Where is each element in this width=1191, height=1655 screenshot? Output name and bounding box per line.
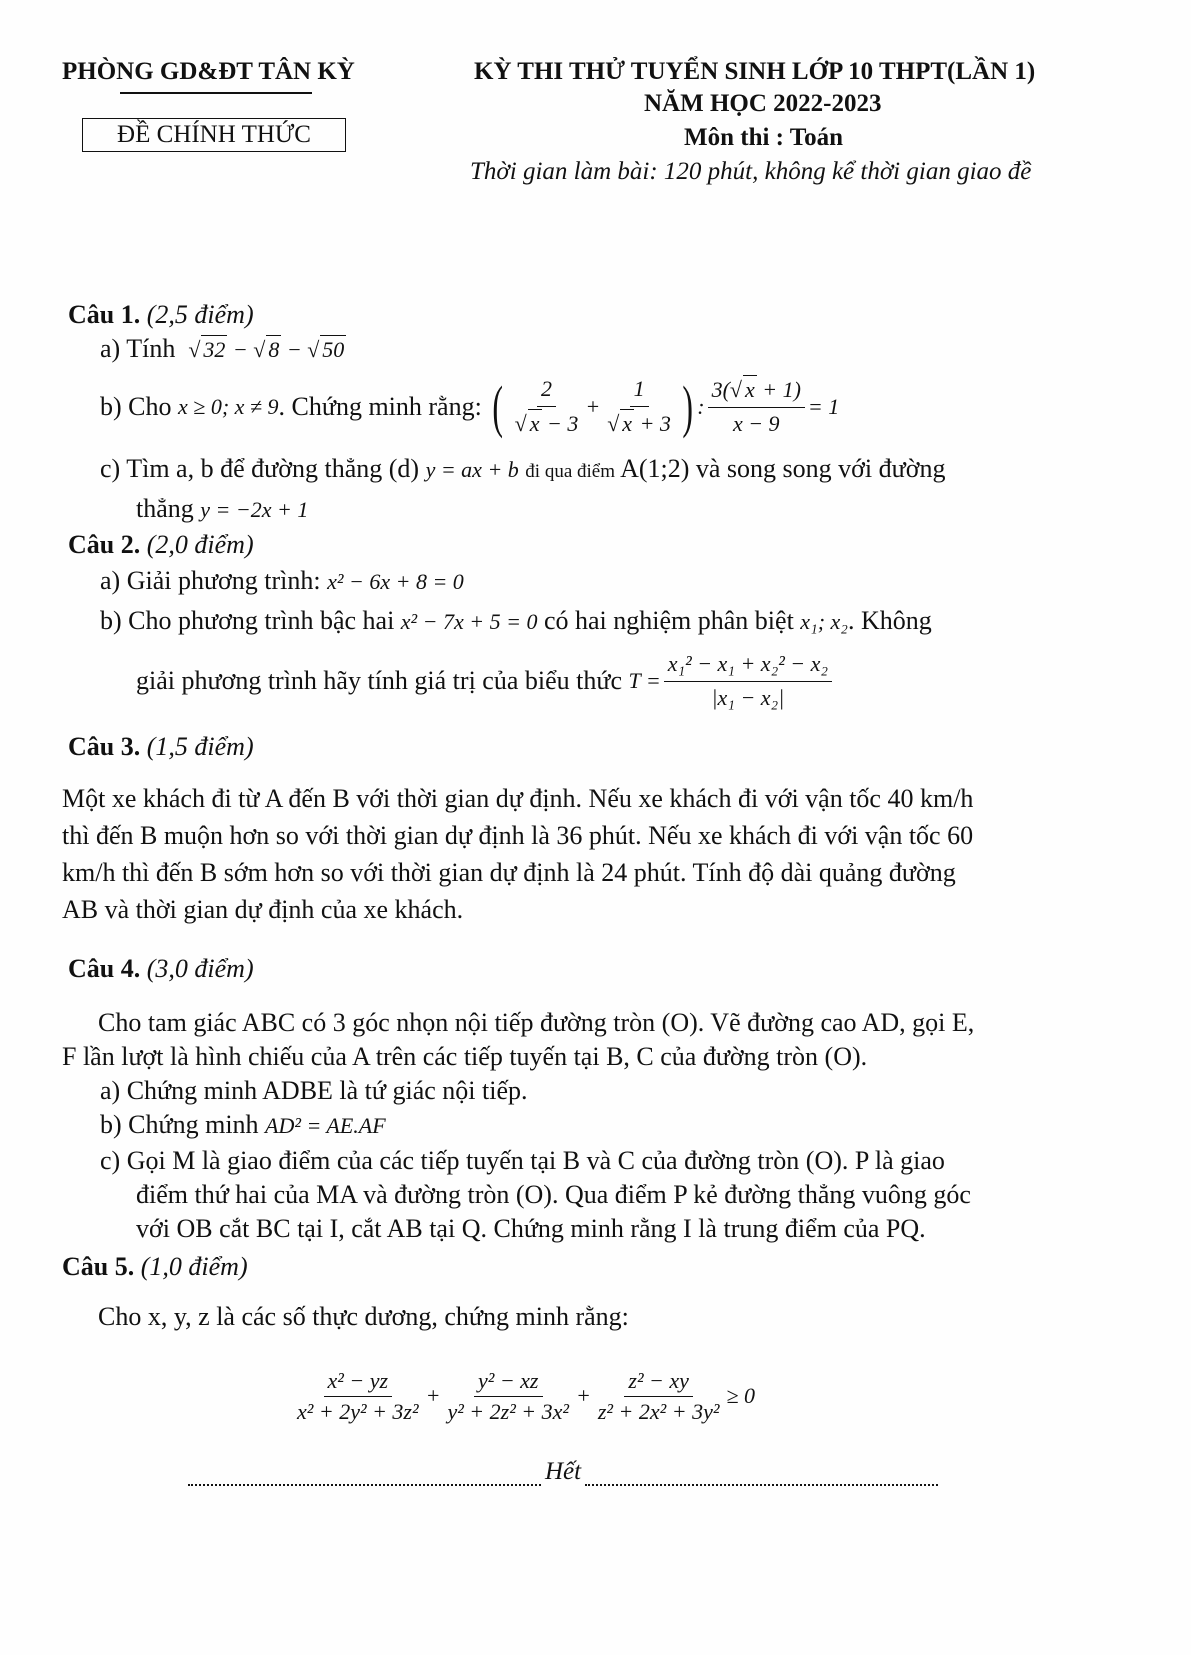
exam-title: KỲ THI THỬ TUYỂN SINH LỚP 10 THPT(LẦN 1) — [474, 58, 1036, 85]
q5-points: (1,0 điểm) — [140, 1252, 248, 1281]
q2b-line2 — [136, 646, 835, 716]
q4-title: Câu 4. — [68, 954, 141, 983]
q3-line: thì đến B muộn hơn so với thời gian dự định là 36 phút. Nếu xe khách đi với vận tốc 60 — [62, 821, 974, 850]
department-name: PHÒNG GD&ĐT TÂN KỲ — [62, 58, 355, 85]
q1a — [100, 332, 346, 366]
q4b-label: b) Chứng minh — [100, 1110, 259, 1139]
q4c-line3: với OB cắt BC tại I, cắt AB tại Q. Chứng minh rằng I là trung điểm của PQ. — [136, 1214, 926, 1243]
q4c-line2: điểm thứ hai của MA và đường tròn (O). Qua điểm P kẻ đường thẳng vuông góc — [136, 1180, 971, 1209]
q2b-line2-text: giải phương trình hãy tính giá trị của biểu thức — [136, 666, 622, 696]
footer-dots-left — [188, 1464, 541, 1486]
department-underline — [120, 92, 312, 94]
q1c-equation: y = ax + b — [425, 457, 519, 482]
q2a — [100, 564, 464, 598]
q4c-line1: c) Gọi M là giao điểm của các tiếp tuyến tại B và C của đường tròn (O). P là giao — [100, 1146, 945, 1175]
q1c-small-text: đi qua điểm — [525, 461, 615, 482]
q2b-label: b) Cho phương trình bậc hai — [100, 606, 395, 635]
q3-title: Câu 3. — [68, 732, 141, 761]
q5-plus: + — [425, 1383, 441, 1408]
q3-line: km/h thì đến B sớm hơn so với thời gian dự định là 24 phút. Tính độ dài quảng đường — [62, 858, 956, 887]
footer-dots-right — [585, 1464, 938, 1486]
q4a: a) Chứng minh ADBE là tứ giác nội tiếp. — [100, 1076, 528, 1105]
q1c-equation-2: y = −2x + 1 — [200, 497, 309, 522]
q4-heading — [68, 952, 254, 986]
q2b-text: có hai nghiệm phân biệt — [543, 606, 794, 635]
q2a-equation: x² − 6x + 8 = 0 — [327, 569, 464, 594]
q2b-t-fraction: $\frac{\text{x₁² − x₁ + x₂² − x₂}}{\text{|x₁ − x₂|}}$ — [664, 650, 832, 712]
q1-heading — [68, 298, 254, 332]
q5-fraction-2: $\frac{\text{y² − xz}}{\text{y² + 2z² + 3x²}}$ — [447, 1367, 570, 1424]
q1b-fraction-2: $\frac{1}{√ x + 3}$ — [603, 375, 675, 438]
q5-result: ≥ 0 — [726, 1383, 756, 1408]
q3-line: AB và thời gian dự định của xe khách. — [62, 895, 464, 924]
q1c-line2-text: thẳng — [136, 494, 194, 523]
q2-heading — [68, 528, 254, 562]
q3-body — [62, 780, 973, 928]
q1b-close-paren: ) — [682, 374, 693, 439]
school-year: NĂM HỌC 2022-2023 — [644, 90, 882, 117]
q2-points: (2,0 điểm) — [146, 530, 254, 559]
q3-line: Một xe khách đi từ A đến B với thời gian dự định. Nếu xe khách đi với vận tốc 40 km/h — [62, 784, 974, 813]
q2-title: Câu 2. — [68, 530, 141, 559]
q1b-label: b) Cho — [100, 392, 172, 422]
q5-inequality — [290, 1356, 755, 1436]
time-note: Thời gian làm bài: 120 phút, không kể thời gian giao đề — [470, 158, 1032, 185]
q2a-label: a) Giải phương trình: — [100, 566, 321, 595]
q1b-fraction-1: $\frac{2}{√ x - 3}$ — [511, 375, 583, 438]
q1b-fraction-3: $\frac{3(√ x + 1)}{x - 9}$ — [708, 375, 805, 438]
q1-title: Câu 1. — [68, 300, 141, 329]
q2b-t-label: T = — [628, 667, 661, 693]
q2b-equation: x² − 7x + 5 = 0 — [400, 609, 538, 634]
q3-heading — [68, 730, 254, 764]
end-label: Hết — [544, 1458, 582, 1485]
q4b — [100, 1108, 386, 1142]
q1-points: (2,5 điểm) — [146, 300, 254, 329]
q3-points: (1,5 điểm) — [146, 732, 254, 761]
footer — [188, 1458, 938, 1486]
official-label-box — [82, 118, 346, 152]
q5-heading — [62, 1250, 248, 1284]
q1b: b) Cho x ≥ 0; x ≠ 9 . Chứng minh rằng: ( $\frac{2}{√ x - 3}$ + $\frac{1}{√ x + 3}$ ) : $\frac{3(√ x + 1)}{x - 9}$ = 1 — [100, 374, 840, 439]
q1b-open-paren: ( — [492, 374, 504, 439]
q1c-label: c) Tìm a, b để đường thẳng (d) — [100, 454, 420, 483]
q5-intro: Cho x, y, z là các số thực dương, chứng minh rằng: — [98, 1302, 629, 1331]
q2b-tail: . Không — [847, 606, 932, 635]
q1b-condition: x ≥ 0; x ≠ 9 — [178, 393, 279, 419]
q5-title: Câu 5. — [62, 1252, 135, 1281]
q4-points: (3,0 điểm) — [146, 954, 254, 983]
q1c-line1 — [100, 452, 945, 486]
q4b-equation: AD² = AE.AF — [265, 1113, 386, 1138]
q5-plus: + — [576, 1383, 591, 1408]
subject: Môn thi : Toán — [684, 124, 844, 151]
q1b-text: . Chứng minh rằng: — [278, 392, 482, 422]
q5-fraction-3: $\frac{\text{z² − xy}}{\text{z² + 2x² + 3y²}}$ — [597, 1367, 720, 1424]
q5-fraction-1: $\frac{\text{x² − yz}}{\text{x² + 2y² + 3z²}}$ — [297, 1367, 419, 1424]
official-label: ĐỀ CHÍNH THỨC — [117, 121, 311, 148]
q4-intro-line1: Cho tam giác ABC có 3 góc nhọn nội tiếp đường tròn (O). Vẽ đường cao AD, gọi E, — [98, 1008, 975, 1037]
q1c-line2 — [136, 492, 308, 526]
q1a-expression: √ 32 − √ 8 − √ 50 — [188, 337, 346, 362]
q2b-roots: x₁; x₂ — [800, 609, 848, 634]
q1a-label: a) Tính — [100, 334, 176, 363]
q1b-result: = 1 — [807, 393, 840, 419]
q4-intro-line2: F lần lượt là hình chiếu của A trên các tiếp tuyến tại B, C của đường tròn (O). — [62, 1042, 868, 1071]
q1c-point: A(1;2) và song song với đường — [620, 454, 946, 483]
q2b-line1 — [100, 604, 932, 638]
